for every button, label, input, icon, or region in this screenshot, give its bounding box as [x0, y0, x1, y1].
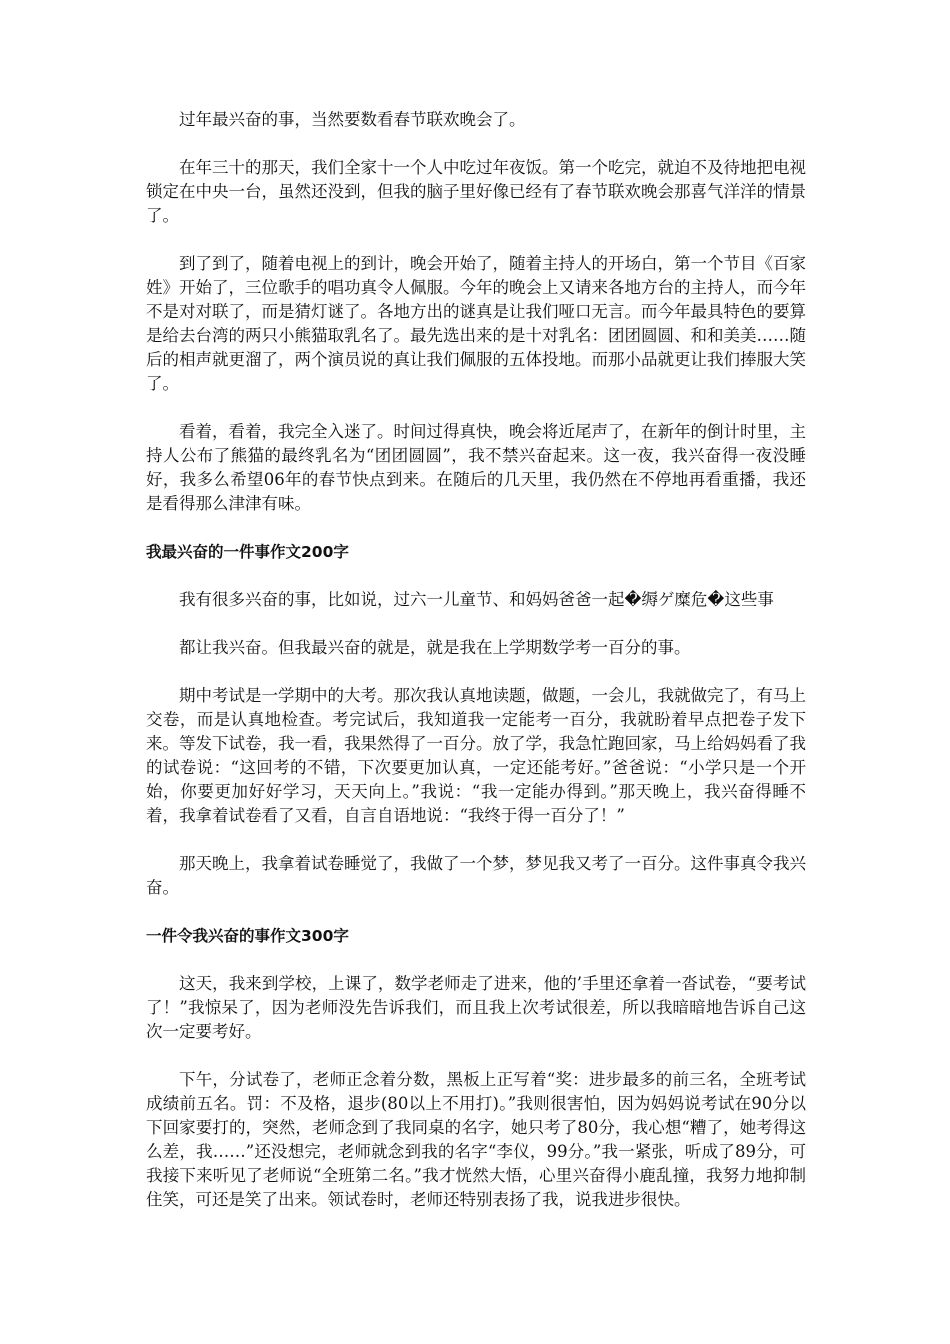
paragraph: 到了到了，随着电视上的到计，晚会开始了，随着主持人的开场白，第一个节目《百家姓》开始了，三位歌手的唱功真令人佩服。今年的晚会上又请来各地方台的主持人，而今年不是对对联了，而是猜灯谜了。各地方出的谜真是让我们哑口无言。而今年最具特色的要算是给去台湾的两只小熊猫取乳名了。最先选出来的是十对乳名：团团圆圆、和和美美……随后的相声就更溜了，两个演员说的真让我们佩服的五体投地。而那小品就更让我们捧服大笑了。 [146, 254, 806, 393]
paragraph: 我有很多兴奋的事，比如说，过六一儿童节、和妈妈爸爸一起�缛ゲ糜危�这些事 [179, 590, 774, 609]
paragraph: 那天晚上，我拿着试卷睡觉了，我做了一个梦，梦见我又考了一百分。这件事真令我兴奋。 [146, 854, 806, 897]
section-heading: 一件令我兴奋的事作文300字 [146, 927, 349, 945]
paragraph: 期中考试是一学期中的大考。那次我认真地读题，做题，一会儿，我就做完了，有马上交卷，而是认真地检查。考完试后，我知道我一定能考一百分，我就盼着早点把卷子发下来。等发下试卷，我一看，我果然得了一百分。放了学，我急忙跑回家，马上给妈妈看了我的试卷说：“这回考的不错，下次要更加认真，一定还能考好。”爸爸说：“小学只是一个开始，你要更加好好学习，天天向上。”我说：“我一定能办得到。”那天晚上，我兴奋得睡不着，我拿着试卷看了又看，自言自语地说：“我终于得一百分了！” [146, 686, 806, 825]
section-heading: 我最兴奋的一件事作文200字 [146, 543, 349, 561]
paragraph: 看着，看着，我完全入迷了。时间过得真快，晚会将近尾声了，在新年的倒计时里，主持人公布了熊猫的最终乳名为“团团圆圆”，我不禁兴奋起来。这一夜，我兴奋得一夜没睡好，我多么希望06年的春节快点到来。在随后的几天里，我仍然在不停地再看重播，我还是看得那么津津有味。 [146, 422, 806, 513]
document-page [146, 108, 806, 1236]
paragraph: 在年三十的那天，我们全家十一个人中吃过年夜饭。第一个吃完，就迫不及待地把电视锁定在中央一台，虽然还没到，但我的脑子里好像已经有了春节联欢晚会那喜气洋洋的情景了。 [146, 158, 806, 225]
paragraph: 这天，我来到学校，上课了，数学老师走了进来，他的’手里还拿着一沓试卷，“要考试了！”我惊呆了，因为老师没先告诉我们，而且我上次考试很差，所以我暗暗地告诉自己这次一定要考好。 [146, 974, 806, 1041]
paragraph: 过年最兴奋的事，当然要数看春节联欢晚会了。 [179, 110, 526, 129]
paragraph: 都让我兴奋。但我最兴奋的就是，就是我在上学期数学考一百分的事。 [179, 638, 691, 657]
paragraph: 下午，分试卷了，老师正念着分数，黑板上正写着“奖：进步最多的前三名，全班考试成绩前五名。罚：不及格，退步(80以上不用打)。”我则很害怕，因为妈妈说考试在90分以下回家要打的，突然，老师念到了我同桌的名字，她只考了80分，我心想“糟了，她考得这么差，我……”还没想完，老师就念到我的名字“李仪，99分。”我一紧张，听成了89分，可我接下来听见了老师说“全班第二名。”我才恍然大悟，心里兴奋得小鹿乱撞，我努力地抑制住笑，可还是笑了出来。领试卷时，老师还特别表扬了我，说我进步很快。 [146, 1070, 806, 1209]
